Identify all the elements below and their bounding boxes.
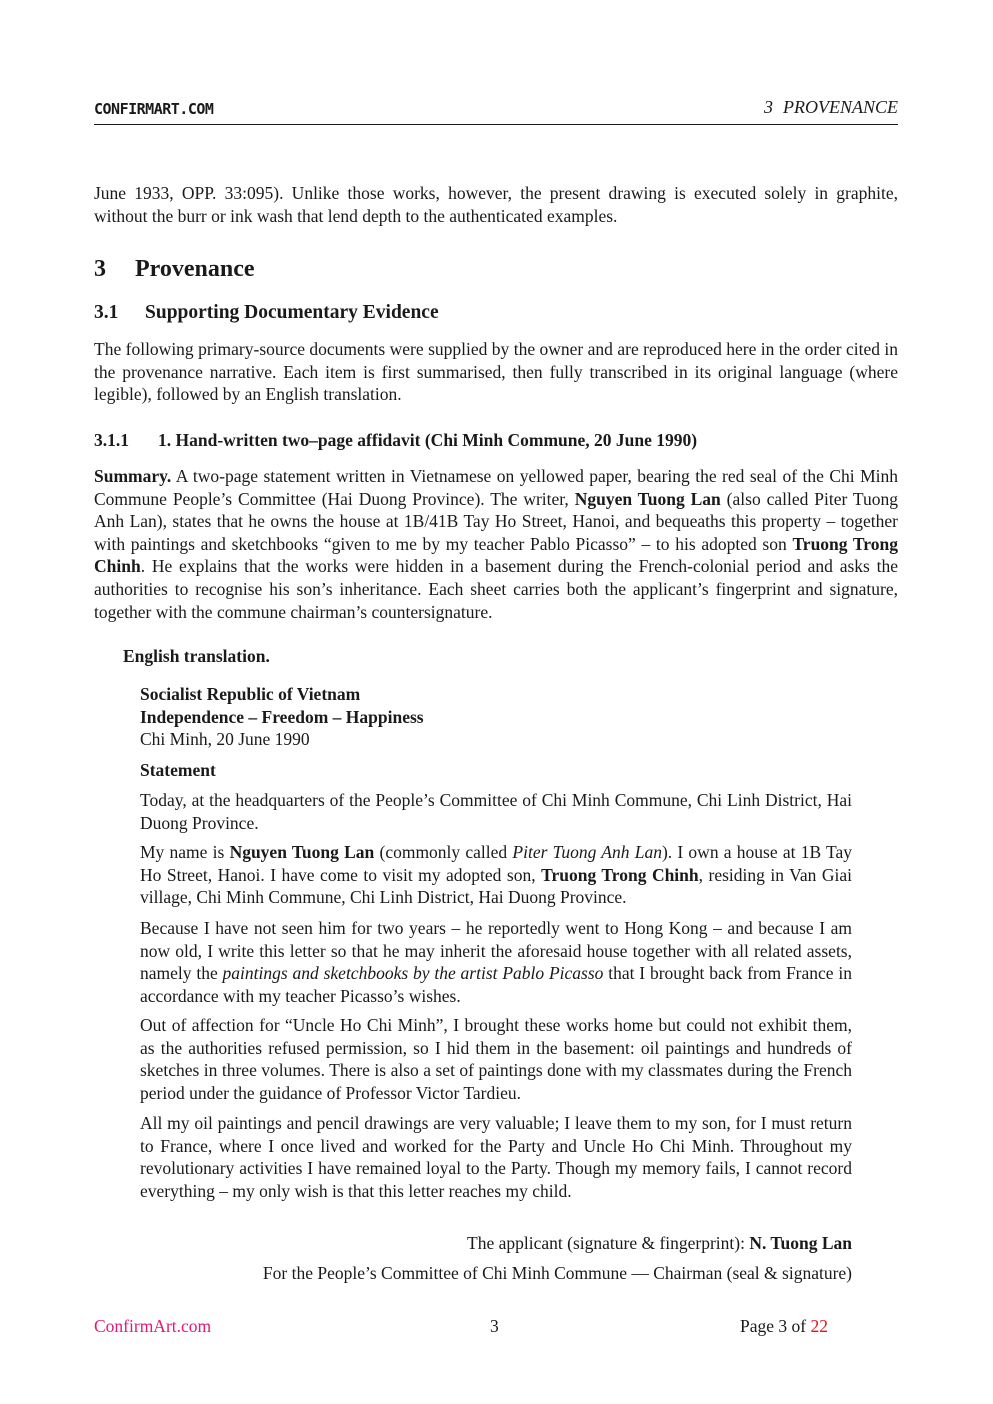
footer-total-pages-link[interactable]: 22 [810,1316,828,1336]
letter-paragraph-5-text: All my oil paintings and pencil drawings are very valuable; I leave them to my son, for I must return to France, where I once lived and worked for the Party and Uncle Ho Chi Minh. Throughout my revolutionary activities I have remained loyal to the Party. Though my memory fails, I cannot record everything – my only wish is that this letter reaches my child. [140,1113,852,1201]
letter-head-motto: Independence – Freedom – Happiness [140,706,424,727]
summary-text-2: (also called Piter Tuong Anh Lan), states that he owns the house at 1B/41B Tay Ho Street, Hanoi, and bequeaths this property – together with paintings and sketchbooks “given to me by my teacher Pablo Picasso” – to his adopted son [94,488,899,554]
confirmart-logo[interactable]: CONFIRMART.COM [94,100,214,118]
section-number: 3 [94,256,106,282]
p2-text-c: ). I own a house at 1B Tay Ho Street, Hanoi. I have come to visit my adopted son, [140,842,853,885]
header-section-number: 3 [764,97,773,117]
summary-label: Summary. [94,466,172,486]
p2-text-a: My name is [140,842,230,862]
p3-text-a: Because I have not seen him for two years – he reportedly went to Hong Kong – and because I am now old, I write this letter so that he may inherit the aforesaid house together with all related assets, namely the [140,918,852,984]
subsection-body: The following primary-source documents were supplied by the owner and are reproduced here in the order cited in the provenance narrative. Each item is first summarised, then fully transcribed in its original language (where legible), followed by an English translation. [94,339,898,405]
letter-header-block [140,683,852,751]
letter-paragraph-2 [140,841,852,909]
section-title: Provenance [135,256,255,282]
footer-page-label: Page 3 of [740,1316,811,1336]
summary-writer-name: Nguyen Tuong Lan [574,488,721,509]
intro-paragraph: June 1933, OPP. 33:095). Unlike those works, however, the present drawing is executed solely in graphite, without the burr or ink wash that lend depth to the authenticated examples. [94,183,898,226]
applicant-label: The applicant (signature & fingerprint): [467,1233,750,1253]
translation-label: English translation. [123,646,270,666]
applicant-signature-name: N. Tuong Lan [749,1233,852,1253]
p3-emphasis: paintings and sketchbooks by the artist Pablo Picasso [222,963,604,984]
p2-text-d: , residing in Van Giai village, Chi Minh Commune, Chi Linh District, Hai Duong Province. [140,864,853,908]
footer-page-number: 3 [490,1316,499,1336]
letter-paragraph-3 [140,917,852,1007]
running-header [94,96,898,125]
p2-text-b: (commonly called [374,842,513,862]
letter-paragraph-1-text: Today, at the headquarters of the People’s Committee of Chi Minh Commune, Chi Linh District, Hai Duong Province. [140,790,852,833]
p2-alias: Piter Tuong Anh Lan [512,842,662,862]
committee-signature-line: For the People’s Committee of Chi Minh Commune — Chairman (seal & signature) [262,1263,852,1283]
header-section-title [764,97,898,118]
letter-head-republic: Socialist Republic of Vietnam [140,684,361,704]
summary-text-1: A two-page statement written in Vietnamese on yellowed paper, bearing the red seal of the Chi Minh Commune People’s Committee (Hai Duong Province). The writer, [94,466,898,509]
footer-site-link[interactable]: ConfirmArt.com [94,1316,212,1336]
summary-paragraph [94,465,898,623]
subsubsection-heading [94,430,697,451]
letter-paragraph-4 [140,1014,852,1104]
subsection-number: 3.1 [94,302,119,323]
letter-paragraph-4-text: Out of affection for “Uncle Ho Chi Minh”, I brought these works home but could not exhibit them, as the authorities refused permission, so I hid them in the basement: oil paintings and hundreds of sketches in three volumes. There is also a set of paintings done with my classmates during the French period under the guidance of Professor Victor Tardieu. [140,1015,852,1103]
p2-applicant-name: Nguyen Tuong Lan [229,842,375,862]
subsubsection-number: 3.1.1 [94,430,129,450]
p3-text-b: that I brought back from France in accordance with my teacher Picasso’s wishes. [140,963,852,1006]
subsection-title: Supporting Documentary Evidence [145,302,439,323]
header-section-label: PROVENANCE [783,97,898,117]
letter-heading: Statement [140,760,216,780]
section-heading [94,256,255,283]
letter-paragraph-1 [140,789,852,834]
p2-son-name: Truong Trong Chinh [541,864,699,885]
subsection-heading [94,302,439,324]
subsubsection-title: 1. Hand-written two–page affidavit (Chi Minh Commune, 20 June 1990) [158,430,698,450]
footer-page-count [740,1316,828,1337]
letter-paragraph-5 [140,1112,852,1202]
summary-text-3: . He explains that the works were hidden in a basement during the French-colonial period and asks the authorities to recognise his son’s inheritance. Each sheet carries both the applicant’s fingerprint and signature, together with the commune chairman’s countersignature. [94,556,898,622]
letter-place-date: Chi Minh, 20 June 1990 [140,729,310,750]
summary-son-name: Truong Trong Chinh [94,533,898,577]
applicant-signature-line [467,1233,852,1254]
